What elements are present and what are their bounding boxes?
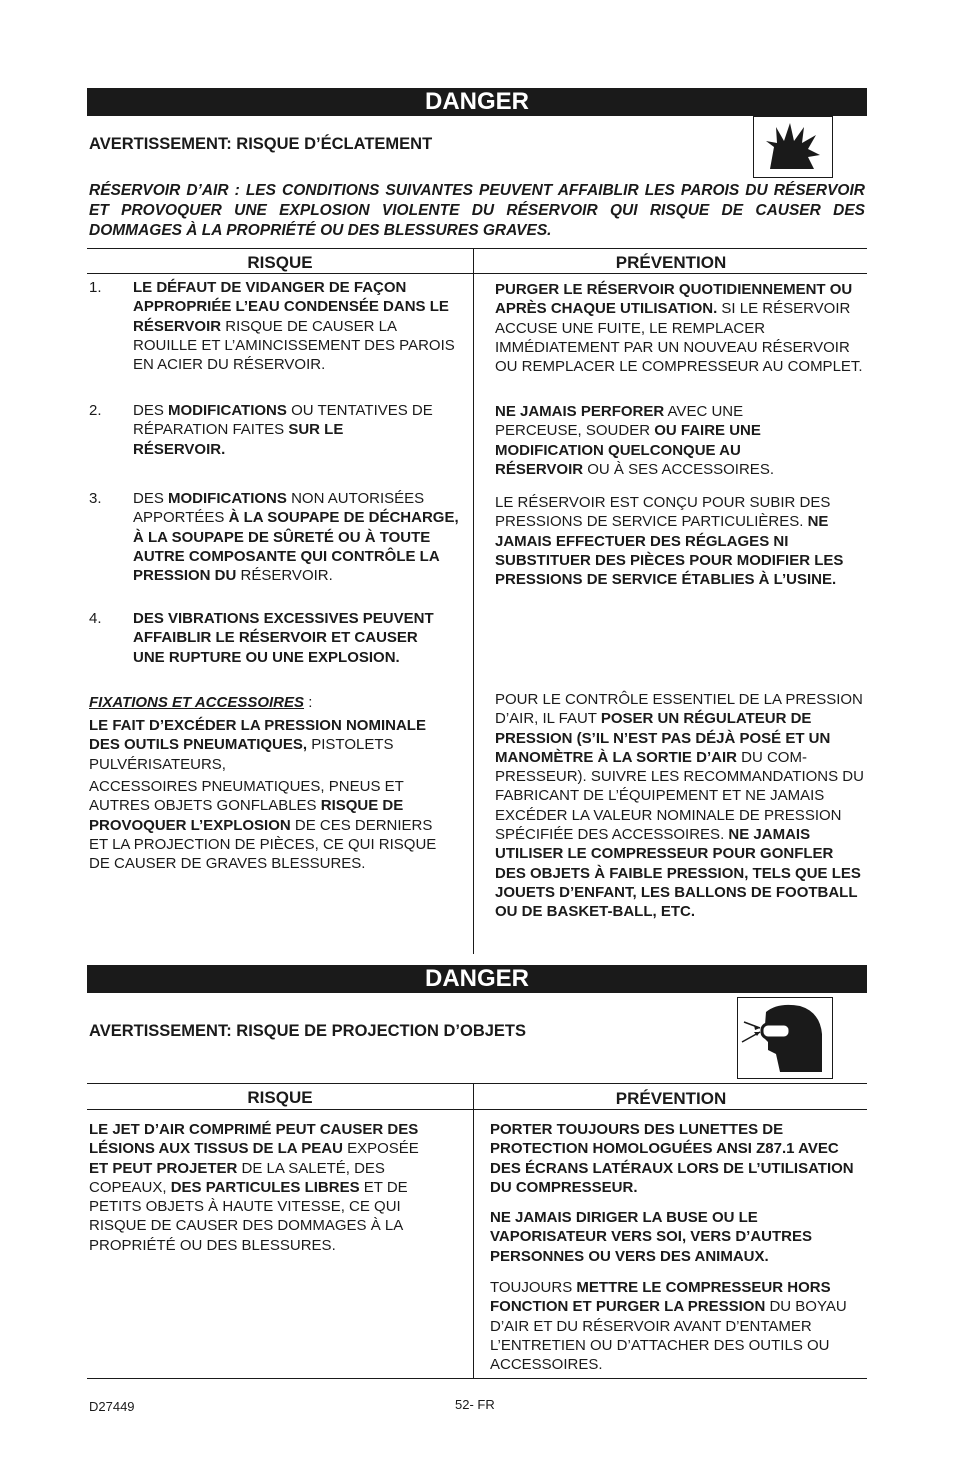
prevention-item: TOUJOURS METTRE LE COMPRESSEUR HORS FONCTION ET PURGER LA PRESSION DU BOYAU D’AIR ET DU RÉSERVOIR AVANT D’ENTAMER L’ENTRETIEN OU D’ATTACHER DES OUTILS OU ACCESSOIRES. (490, 1279, 847, 1374)
prevention-item: NE JAMAIS PERFORER AVEC UNE PERCEUSE, SOUDER OU FAIRE UNE MODIFICATION QUELCONQUE AU RÉSERVOIR OU À SES ACCESSOIRES. (495, 403, 774, 478)
risk-item: LE JET D’AIR COMPRIMÉ PEUT CAUSER DES LÉSIONS AUX TISSUS DE LA PEAU EXPOSÉE ET PEUT PROJETER DE LA SALETÉ, DES COPEAUX, DES PARTICULES LIBRES ET DE PETITS OBJETS À HAUTE VITESSE, CE QUI RISQUE DE CAUSER DES DOMMAGES À LA PROPRIÉTÉ OU DES BLESSURES. (89, 1121, 419, 1254)
warning-title: AVERTISSEMENT: RISQUE D’ÉCLATEMENT (89, 135, 433, 153)
fixations-heading: FIXATIONS ET ACCESSOIRES : (89, 694, 313, 711)
risk-number: 3. (89, 490, 102, 507)
document-number: D27449 (89, 1399, 135, 1414)
table-top-rule (87, 1083, 867, 1084)
prevention-item: PORTER TOUJOURS DES LUNETTES DE PROTECTION HOMOLOGUÉES ANSI Z87.1 AVEC DES ÉCRANS LATÉRAUX LORS DE L’UTILISATION DU COMPRESSEUR. (490, 1121, 854, 1196)
page-number: 52- FR (455, 1397, 495, 1412)
prevention-item: LE RÉSERVOIR EST CONÇU POUR SUBIR DES PRESSIONS DE SERVICE PARTICULIÈRES. NE JAMAIS EFFECTUER DES RÉGLAGES NI SUBSTITUER DES PIÈCES POUR MODIFIER LES PRESSIONS DE SERVICE ÉTABLIES À L’USINE. (495, 494, 844, 589)
risk-item: DES VIBRATIONS EXCESSIVES PEUVENT AFFAIBLIR LE RÉSERVOIR ET CAUSER UNE RUPTURE OU UNE EXPLOSION. (133, 610, 434, 666)
column-divider (473, 1083, 474, 1378)
column-header-prevention: PRÉVENTION (615, 253, 727, 272)
explosion-icon (753, 116, 833, 178)
fixations-paragraph: LE FAIT D’EXCÉDER LA PRESSION NOMINALE DES OUTILS PNEUMATIQUES, PISTOLETS PULVÉRISATEURS, (89, 717, 426, 773)
prevention-item: POUR LE CONTRÔLE ESSENTIEL DE LA PRESSION D’AIR, IL FAUT POSER UN RÉGULATEUR DE PRESSION (S’IL N’EST PAS DÉJÀ POSÉ ET UN MANOMÈTRE À LA SORTIE D’AIR DU COM-PRESSEUR). SUIVRE LES RECOMMANDATIONS DU FABRICANT DE L’ÉQUIPEMENT ET NE JAMAIS EXCÉDER LA VALEUR NOMINALE DE PRESSION SPÉCIFIÉE DES ACCESSOIRES. NE JAMAIS UTILISER LE COMPRESSEUR POUR GONFLER DES OBJETS À FAIBLE PRESSION, TELS QUE LES JOUETS D’ENFANT, LES BALLONS DE FOOTBALL OU DE BASKET-BALL, ETC. (495, 691, 864, 921)
header-rule (87, 273, 867, 274)
prevention-item: NE JAMAIS DIRIGER LA BUSE OU LE VAPORISATEUR VERS SOI, VERS D’AUTRES PERSONNES OU VERS DES ANIMAUX. (490, 1209, 812, 1265)
column-header-risk: RISQUE (247, 253, 313, 272)
column-header-risk: RISQUE (247, 1088, 313, 1107)
table-bottom-rule (87, 1378, 867, 1379)
risk-item: LE DÉFAUT DE VIDANGER DE FAÇON APPROPRIÉE L’EAU CONDENSÉE DANS LE RÉSERVOIR RISQUE DE CAUSER LA ROUILLE ET L’AMINCISSEMENT DES PAROIS EN ACIER DU RÉSERVOIR. (133, 279, 455, 374)
fixations-paragraph: ACCESSOIRES PNEUMATIQUES, PNEUS ET AUTRES OBJETS GONFLABLES RISQUE DE PROVOQUER L’EXPLOSION DE CES DERNIERS ET LA PROJECTION DE PIÈCES, CE QUI RISQUE DE CAUSER DE GRAVES BLESSURES. (89, 778, 437, 873)
risk-number: 1. (89, 279, 102, 296)
header-rule (87, 1109, 867, 1110)
risk-item: DES MODIFICATIONS NON AUTORISÉES APPORTÉES À LA SOUPAPE DE DÉCHARGE, À LA SOUPAPE DE SÛRETÉ OU À TOUTE AUTRE COMPOSANTE QUI CONTRÔLE LA PRESSION DU RÉSERVOIR. (133, 490, 459, 585)
danger-banner: DANGER (87, 965, 867, 993)
safety-goggles-icon (737, 997, 833, 1079)
table-top-rule (87, 248, 867, 249)
column-header-prevention: PRÉVENTION (615, 1089, 727, 1108)
intro-text: RÉSERVOIR D’AIR : LES CONDITIONS SUIVANTES PEUVENT AFFAIBLIR LES PAROIS DU RÉSERVOIR ET PROVOQUER UNE EXPLOSION VIOLENTE DU RÉSERVOIR QUI RISQUE DE CAUSER DES DOMMAGES À LA PROPRIÉTÉ OU DES BLESSURES GRAVES. (89, 182, 865, 239)
column-divider (473, 248, 474, 954)
risk-item: DES MODIFICATIONS OU TENTATIVES DE RÉPARATION FAITES SUR LE RÉSERVOIR. (133, 402, 433, 458)
danger-banner: DANGER (87, 88, 867, 116)
warning-title: AVERTISSEMENT: RISQUE DE PROJECTION D’OBJETS (89, 1022, 527, 1040)
prevention-item: PURGER LE RÉSERVOIR QUOTIDIENNEMENT OU APRÈS CHAQUE UTILISATION. SI LE RÉSERVOIR ACCUSE UNE FUITE, LE REMPLACER IMMÉDIATEMENT PAR UN NOUVEAU RÉSERVOIR OU REMPLACER LE COMPRESSEUR AU COMPLET. (495, 281, 863, 376)
risk-number: 4. (89, 610, 102, 627)
risk-number: 2. (89, 402, 102, 419)
